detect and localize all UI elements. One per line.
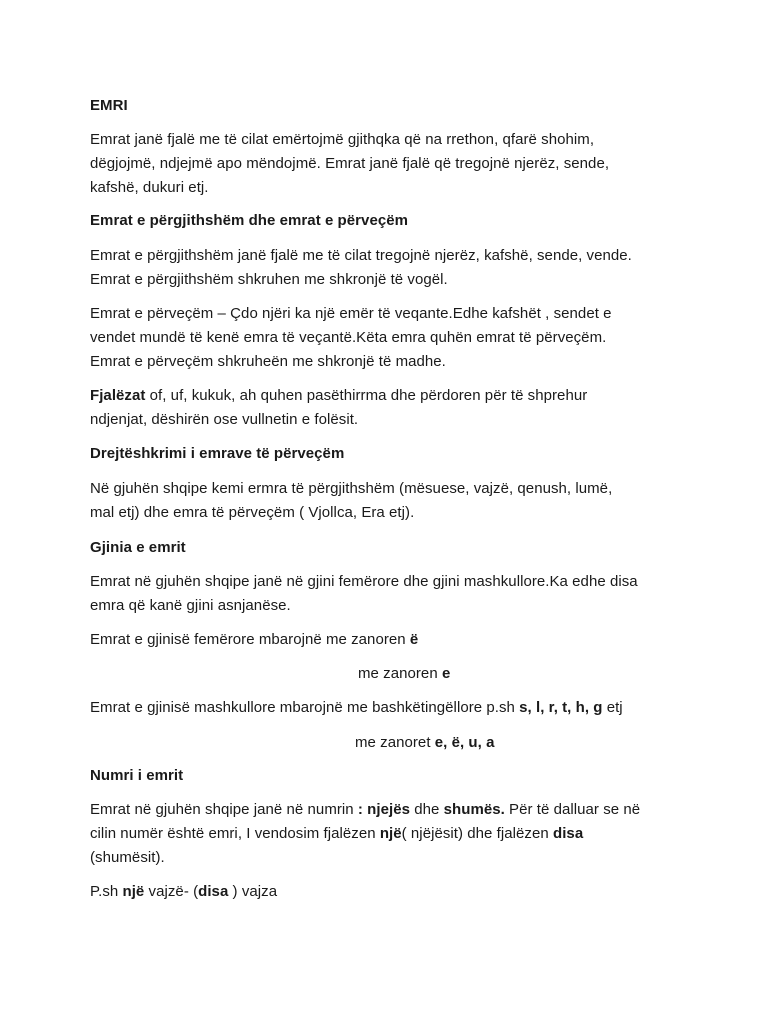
number-plural-bold: shumës. bbox=[443, 801, 505, 818]
example-text-e: ) vajza bbox=[228, 883, 278, 900]
intro-line-1: Emrat janë fjalë me të cilat emërtojmë gjithqka që na rrethon, qfarë shohim, bbox=[90, 131, 595, 148]
number-disa-bold: disa bbox=[553, 825, 584, 842]
feminine-vowel-2: e bbox=[441, 665, 451, 682]
section-heading-common-proper: Emrat e përgjithshëm dhe emrat e përveçëm bbox=[90, 212, 409, 229]
proper-nouns-line-1: Emrat e përveçëm – Çdo njëri ka një emër të veqante.Edhe kafshët , sendet e bbox=[90, 305, 612, 322]
interjection-bold-term: Fjalëzat bbox=[90, 387, 146, 404]
section-heading-number: Numri i emrit bbox=[90, 767, 184, 784]
feminine-text-2: me zanoren bbox=[358, 665, 442, 682]
number-line-3: (shumësit). bbox=[90, 849, 165, 866]
number-text-a: Emrat në gjuhën shqipe janë në numrin bbox=[90, 801, 358, 818]
masculine-vowels: e, ë, u, a bbox=[434, 734, 495, 751]
example-text-a: P.sh bbox=[90, 883, 123, 900]
interjection-line-1 bbox=[90, 386, 587, 406]
number-singular-bold: : njejës bbox=[357, 801, 410, 818]
spelling-line-1: Në gjuhën shqipe kemi ermra të përgjithshëm (mësuese, vajzë, qenush, lumë, bbox=[90, 480, 613, 497]
doc-title: EMRI bbox=[90, 97, 128, 114]
section-heading-spelling: Drejtëshkrimi i emrave të përveçëm bbox=[90, 445, 345, 462]
masculine-text: Emrat e gjinisë mashkullore mbarojnë me bashkëtingëllore p.sh bbox=[90, 699, 520, 716]
number-text-c: dhe bbox=[410, 801, 444, 818]
number-nje-bold: një bbox=[379, 825, 402, 842]
interjection-line-2: ndjenjat, dëshirën ose vullnetin e folësit. bbox=[90, 411, 359, 428]
masculine-line-2 bbox=[355, 733, 494, 753]
proper-nouns-line-3: Emrat e përveçëm shkruheën me shkronjë të madhe. bbox=[90, 353, 446, 370]
section-heading-gender: Gjinia e emrit bbox=[90, 539, 186, 556]
gender-line-2: emra që kanë gjini asnjanëse. bbox=[90, 597, 291, 614]
number-text-2a: cilin numër është emri, I vendosim fjalëzen bbox=[90, 825, 380, 842]
interjection-text: of, uf, kukuk, ah quhen pasëthirrma dhe përdoren për të shprehur bbox=[145, 387, 588, 404]
example-text-c: vajzë- ( bbox=[144, 883, 199, 900]
number-text-e: Për të dalluar se në bbox=[504, 801, 641, 818]
masculine-text-2: me zanoret bbox=[355, 734, 435, 751]
masculine-consonants: s, l, r, t, h, g bbox=[519, 699, 603, 716]
example-line bbox=[90, 882, 277, 902]
intro-line-2: dëgjojmë, ndjejmë apo mëndojmë. Emrat janë fjalë që tregojnë njerëz, sende, bbox=[90, 155, 610, 172]
intro-line-3: kafshë, dukuri etj. bbox=[90, 179, 209, 196]
feminine-vowel: ë bbox=[409, 631, 419, 648]
spelling-line-2: mal etj) dhe emra të përveçëm ( Vjollca, Era etj). bbox=[90, 504, 415, 521]
feminine-text: Emrat e gjinisë femërore mbarojnë me zanoren bbox=[90, 631, 410, 648]
feminine-line-2 bbox=[358, 664, 450, 684]
masculine-line bbox=[90, 698, 623, 718]
proper-nouns-line-2: vendet mundë të kenë emra të veçantë.Këta emra quhën emrat të përveçëm. bbox=[90, 329, 607, 346]
number-text-2c: ( njëjësit) dhe fjalëzen bbox=[401, 825, 553, 842]
number-line-2 bbox=[90, 824, 583, 844]
example-disa-bold: disa bbox=[198, 883, 229, 900]
number-line-1 bbox=[90, 800, 640, 820]
feminine-line bbox=[90, 630, 418, 650]
common-nouns-line-2: Emrat e përgjithshëm shkruhen me shkronjë të vogël. bbox=[90, 271, 448, 288]
gender-line-1: Emrat në gjuhën shqipe janë në gjini femërore dhe gjini mashkullore.Ka edhe disa bbox=[90, 573, 638, 590]
example-nje-bold: një bbox=[122, 883, 145, 900]
masculine-tail: etj bbox=[602, 699, 623, 716]
common-nouns-line-1: Emrat e përgjithshëm janë fjalë me të cilat tregojnë njerëz, kafshë, sende, vende. bbox=[90, 247, 632, 264]
